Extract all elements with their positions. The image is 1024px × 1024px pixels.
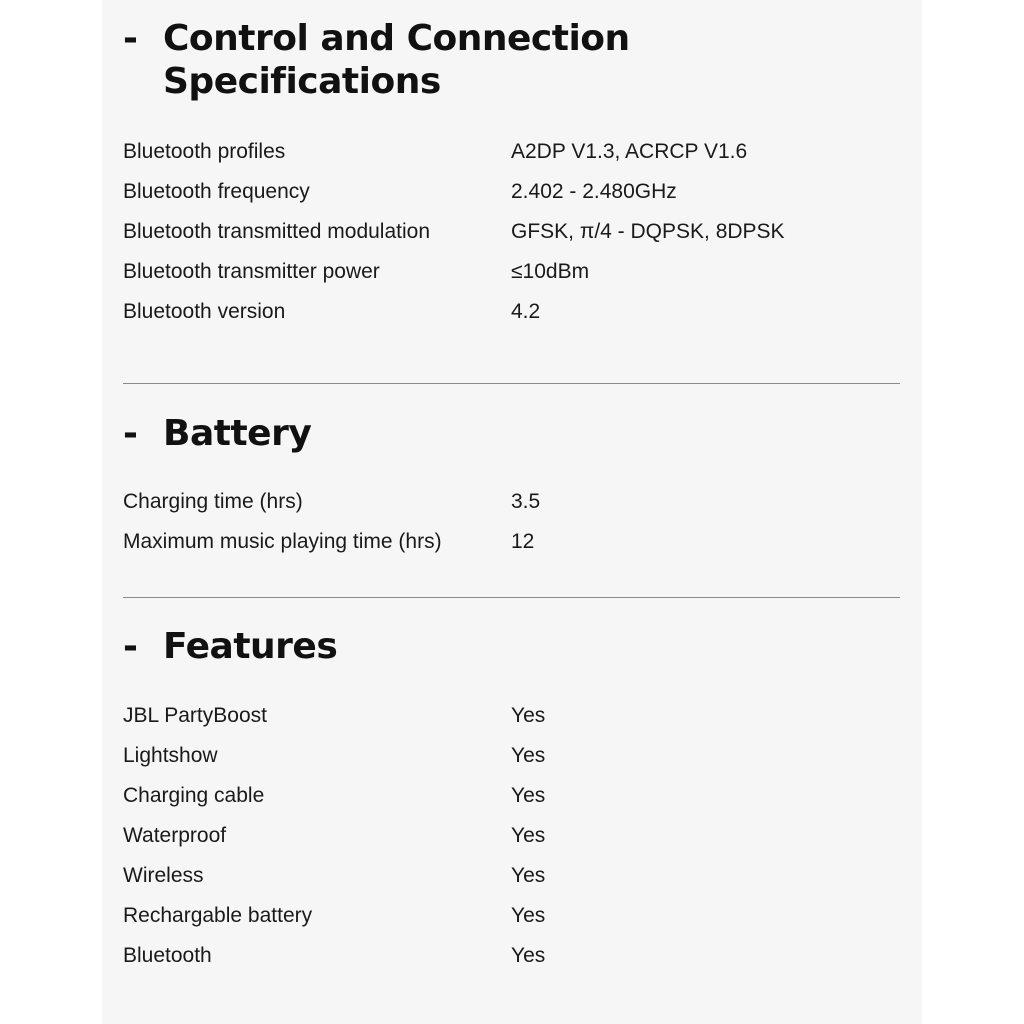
- spec-label: Bluetooth frequency: [123, 180, 310, 203]
- section-divider: [123, 597, 900, 598]
- section-heading[interactable]: [123, 625, 900, 668]
- spec-rows-control-connection: [123, 132, 900, 332]
- spec-row: [123, 696, 900, 736]
- spec-row: [123, 936, 900, 976]
- section-heading[interactable]: [123, 17, 900, 103]
- spec-row: [123, 172, 900, 212]
- spec-row: [123, 482, 900, 522]
- section-title: Battery: [163, 413, 312, 454]
- spec-label: Maximum music playing time (hrs): [123, 530, 442, 553]
- section-control-connection: [123, 17, 900, 103]
- spec-row: [123, 736, 900, 776]
- section-title: Control and Connection Specifications: [163, 18, 630, 102]
- spec-row: [123, 132, 900, 172]
- spec-row: [123, 522, 900, 562]
- spec-label: Bluetooth: [123, 944, 212, 967]
- spec-label: Waterproof: [123, 824, 227, 847]
- spec-value: Yes: [511, 784, 546, 807]
- spec-row: [123, 776, 900, 816]
- spec-row: [123, 816, 900, 856]
- spec-value: Yes: [511, 824, 546, 847]
- spec-row: [123, 252, 900, 292]
- spec-label: Bluetooth profiles: [123, 140, 286, 163]
- spec-value: Yes: [511, 704, 546, 727]
- spec-value: ≤10dBm: [511, 260, 590, 283]
- spec-label: Wireless: [123, 864, 204, 887]
- spec-row: [123, 292, 900, 332]
- section-divider: [123, 383, 900, 384]
- section-features: [123, 625, 900, 668]
- spec-label: Rechargable battery: [123, 904, 313, 927]
- spec-label: Bluetooth transmitter power: [123, 260, 380, 283]
- spec-value: Yes: [511, 864, 546, 887]
- collapse-dash-icon[interactable]: -: [123, 18, 138, 59]
- spec-value: 3.5: [511, 490, 541, 513]
- spec-value: Yes: [511, 904, 546, 927]
- spec-label: Charging cable: [123, 784, 265, 807]
- section-title: Features: [163, 626, 338, 667]
- spec-label: Charging time (hrs): [123, 490, 303, 513]
- spec-row: [123, 856, 900, 896]
- spec-row: [123, 896, 900, 936]
- spec-value: 4.2: [511, 300, 541, 323]
- spec-value: A2DP V1.3, ACRCP V1.6: [511, 140, 748, 163]
- spec-value: 2.402 - 2.480GHz: [511, 180, 677, 203]
- spec-label: Lightshow: [123, 744, 218, 767]
- collapse-dash-icon[interactable]: -: [123, 626, 138, 667]
- section-heading[interactable]: [123, 412, 900, 455]
- spec-label: JBL PartyBoost: [123, 704, 267, 727]
- collapse-dash-icon[interactable]: -: [123, 413, 138, 454]
- spec-rows-battery: [123, 482, 900, 562]
- spec-label: Bluetooth transmitted modulation: [123, 220, 431, 243]
- spec-row: [123, 212, 900, 252]
- spec-value: GFSK, π/4 - DQPSK, 8DPSK: [511, 220, 785, 243]
- section-battery: [123, 412, 900, 455]
- spec-value: Yes: [511, 744, 546, 767]
- spec-value: Yes: [511, 944, 546, 967]
- spec-label: Bluetooth version: [123, 300, 286, 323]
- spec-value: 12: [511, 530, 535, 553]
- spec-rows-features: [123, 696, 900, 976]
